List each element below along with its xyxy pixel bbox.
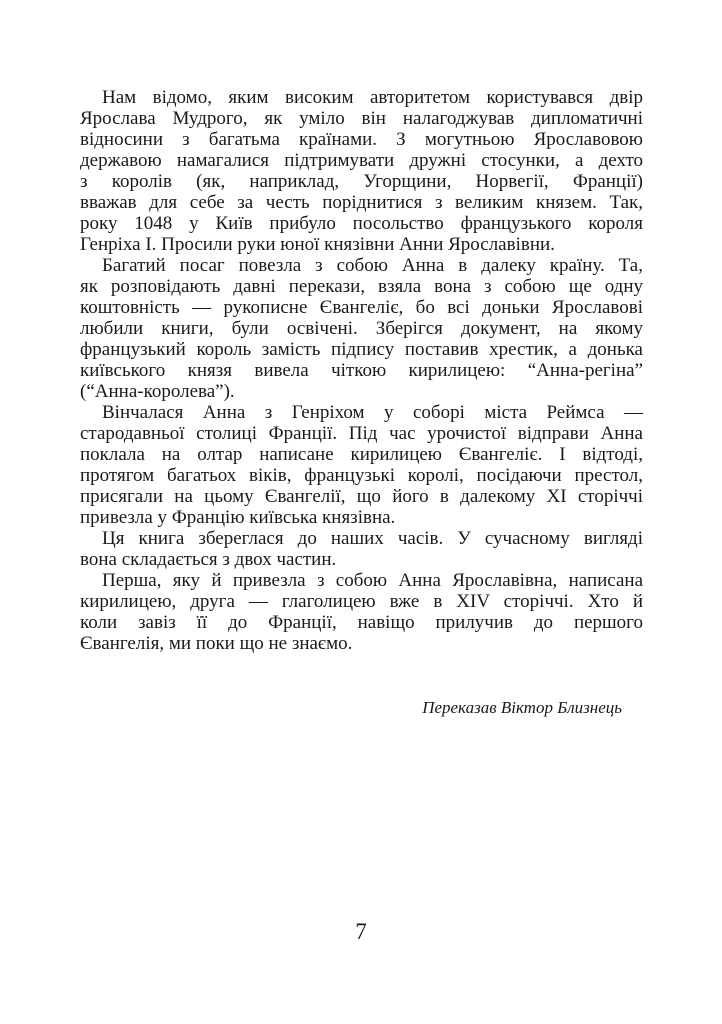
text-line: поклала на олтар написане кирилицею Євангеліє. І відтоді, bbox=[80, 444, 643, 465]
text-line: кирилицею, друга — глаголицею вже в XIV сторіччі. Хто й bbox=[80, 591, 643, 612]
text-line: з королів (як, наприклад, Угорщини, Норвегії, Франції) bbox=[80, 171, 643, 192]
paragraph bbox=[80, 402, 643, 528]
text-line: коли завіз її до Франції, навіщо прилучив до першого bbox=[80, 612, 643, 633]
text-line: вважав для себе за честь поріднитися з великим князем. Так, bbox=[80, 192, 643, 213]
text-line: Генріха І. Просили руки юної князівни Анни Ярославівни. bbox=[80, 234, 555, 255]
text-line: Євангелія, ми поки що не знаємо. bbox=[80, 633, 353, 654]
text-line: вона складається з двох частин. bbox=[80, 549, 337, 570]
text-line: Вінчалася Анна з Генріхом у соборі міста Реймса — bbox=[102, 402, 643, 423]
text-line: протягом багатьох віків, французькі королі, посідаючи престол, bbox=[80, 465, 643, 486]
text-line: відносини з багатьма країнами. З могутньою Ярославовою bbox=[80, 129, 643, 150]
text-line: Перша, яку й привезла з собою Анна Ярославівна, написана bbox=[102, 570, 643, 591]
paragraph bbox=[80, 255, 643, 402]
text-line: Ця книга збереглася до наших часів. У сучасному вигляді bbox=[102, 528, 643, 549]
author-attribution: Переказав Віктор Близнець bbox=[422, 698, 622, 717]
text-line: привезла у Францію київська князівна. bbox=[80, 507, 396, 528]
text-line: як розповідають давні перекази, взяла вона з собою ще одну bbox=[80, 276, 643, 297]
text-line: коштовність — рукописне Євангеліє, бо всі доньки Ярославові bbox=[80, 297, 643, 318]
text-line: французький король замість підпису поставив хрестик, а донька bbox=[80, 339, 643, 360]
paragraph bbox=[80, 570, 643, 654]
text-line: любили книги, були освічені. Зберігся документ, на якому bbox=[80, 318, 643, 339]
text-line: стародавньої столиці Франції. Під час урочистої відправи Анна bbox=[80, 423, 643, 444]
text-line: київського князя вивела чіткою кирилицею: “Анна-регіна” bbox=[80, 360, 643, 381]
text-line: Нам відомо, яким високим авторитетом користувався двір bbox=[102, 87, 643, 108]
text-line: року 1048 у Київ прибуло посольство французького короля bbox=[80, 213, 643, 234]
paragraph bbox=[80, 528, 643, 570]
text-line: (“Анна-королева”). bbox=[80, 381, 235, 402]
page-number: 7 bbox=[355, 919, 367, 944]
text-line: державою намагалися підтримувати дружні стосунки, а дехто bbox=[80, 150, 643, 171]
paragraph bbox=[80, 87, 643, 255]
text-line: Ярослава Мудрого, як уміло він налагоджував дипломатичні bbox=[80, 108, 643, 129]
text-line: присягали на цьому Євангелії, що його в далекому ХІ сторіччі bbox=[80, 486, 643, 507]
text-line: Багатий посаг повезла з собою Анна в далеку країну. Та, bbox=[102, 255, 643, 276]
body-text bbox=[80, 87, 643, 654]
